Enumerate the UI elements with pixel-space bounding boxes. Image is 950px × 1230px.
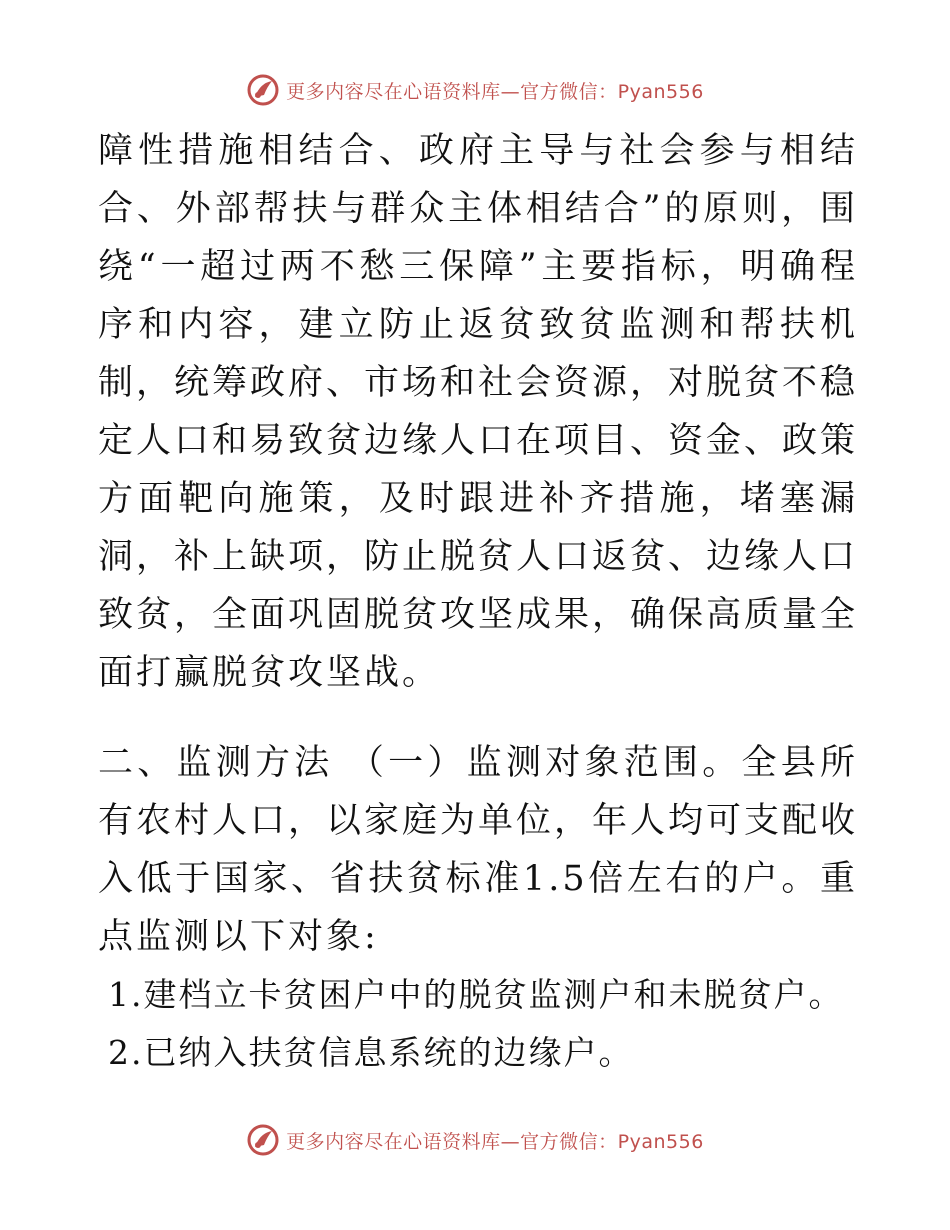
- watermark-text: 更多内容尽在心语资料库—官方微信：Pyan556: [286, 1130, 704, 1153]
- logo-icon: [246, 73, 280, 107]
- document-body: [98, 122, 858, 1082]
- logo-icon: [246, 1123, 280, 1157]
- list-item-2: 2.已纳入扶贫信息系统的边缘户。: [108, 1033, 634, 1072]
- watermark-text: 更多内容尽在心语资料库—官方微信：Pyan556: [286, 80, 704, 103]
- list-item-1: 1.建档立卡贫困户中的脱贫监测户和未脱贫户。: [108, 975, 844, 1014]
- body-paragraph-1: 障性措施相结合、政府主导与社会参与相结合、外部帮扶与群众主体相结合”的原则，围绕“一超过两不愁三保障”主要指标，明确程序和内容，建立防止返贫致贫监测和帮扶机制，统筹政府、市场和社会资源，对脱贫不稳定人口和易致贫边缘人口在项目、资金、政策方面靶向施策，及时跟进补齐措施，堵塞漏洞，补上缺项，防止脱贫人口返贫、边缘人口致贫，全面巩固脱贫攻坚成果，确保高质量全面打赢脱贫攻坚战。: [98, 131, 859, 693]
- page-footer-watermark: [0, 1120, 950, 1160]
- body-paragraph-2: 二、监测方法 （一）监测对象范围。全县所有农村人口，以家庭为单位，年人均可支配收入低于国家、省扶贫标准1.5倍左右的户。重点监测以下对象:: [98, 743, 859, 957]
- page-header-watermark: [0, 70, 950, 110]
